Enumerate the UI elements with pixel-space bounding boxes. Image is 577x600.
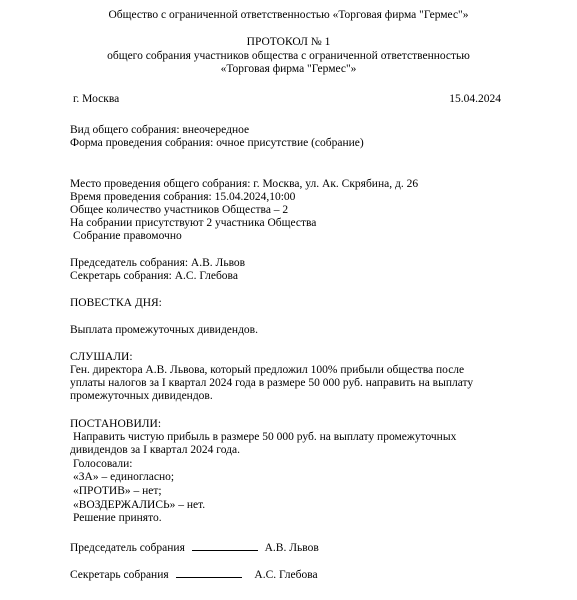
secretary-signature-row bbox=[70, 567, 318, 582]
chairman-signature-line bbox=[192, 540, 258, 551]
city: г. Москва bbox=[73, 93, 120, 105]
voted-label: Голосовали: bbox=[73, 458, 133, 470]
heard-line-3: промежуточных дивидендов. bbox=[70, 390, 213, 402]
heard-heading: СЛУШАЛИ: bbox=[70, 351, 133, 363]
meeting-form: Форма проведения собрания: очное присутствие (собрание) bbox=[70, 137, 364, 149]
secretary: Секретарь собрания: А.С. Глебова bbox=[70, 270, 238, 282]
chairman: Председатель собрания: А.В. Львов bbox=[70, 257, 246, 269]
vote-for: «ЗА» – единогласно; bbox=[73, 471, 175, 483]
present-participants: На собрании присутствуют 2 участника Общества bbox=[70, 217, 317, 229]
meeting-place: Место проведения общего собрания: г. Москва, ул. Ак. Скрябина, д. 26 bbox=[70, 178, 419, 190]
vote-against: «ПРОТИВ» – нет; bbox=[73, 485, 162, 497]
secretary-signature-line bbox=[176, 567, 242, 578]
agenda-heading: ПОВЕСТКА ДНЯ: bbox=[70, 297, 162, 309]
protocol-subtitle-line-1: общего собрания участников общества с ограниченной ответственностью bbox=[107, 50, 470, 62]
organization-name: Общество с ограниченной ответственностью «Торговая фирма "Гермес"» bbox=[108, 9, 469, 21]
resolved-line-2: дивидендов за I квартал 2024 года. bbox=[70, 444, 240, 456]
secretary-signature-label: Секретарь собрания bbox=[70, 569, 169, 581]
chairman-signature-name: А.В. Львов bbox=[264, 542, 319, 554]
secretary-signature-name: А.С. Глебова bbox=[254, 569, 318, 581]
resolved-heading: ПОСТАНОВИЛИ: bbox=[70, 418, 162, 430]
agenda-item: Выплата промежуточных дивидендов. bbox=[70, 324, 258, 336]
chairman-signature-row bbox=[70, 540, 319, 555]
heard-line-1: Ген. директора А.В. Львова, который предложил 100% прибыли общества после bbox=[70, 364, 465, 376]
total-participants: Общее количество участников Общества – 2 bbox=[70, 204, 289, 216]
resolved-line-1: Направить чистую прибыль в размере 50 000 руб. на выплату промежуточных bbox=[73, 431, 457, 443]
protocol-subtitle-line-2: «Торговая фирма "Гермес"» bbox=[220, 63, 357, 75]
meeting-time: Время проведения собрания: 15.04.2024,10:00 bbox=[70, 191, 296, 203]
decision: Решение принято. bbox=[73, 512, 162, 524]
heard-line-2: уплаты налогов за I квартал 2024 года в размере 50 000 руб. направить на выплату bbox=[70, 377, 474, 389]
vote-abstain: «ВОЗДЕРЖАЛИСЬ» – нет. bbox=[73, 499, 206, 511]
chairman-signature-label: Председатель собрания bbox=[70, 542, 185, 554]
quorum-statement: Собрание правомочно bbox=[73, 230, 182, 242]
meeting-type: Вид общего собрания: внеочередное bbox=[70, 124, 250, 136]
protocol-title: ПРОТОКОЛ № 1 bbox=[246, 36, 331, 48]
document-date: 15.04.2024 bbox=[449, 93, 501, 105]
